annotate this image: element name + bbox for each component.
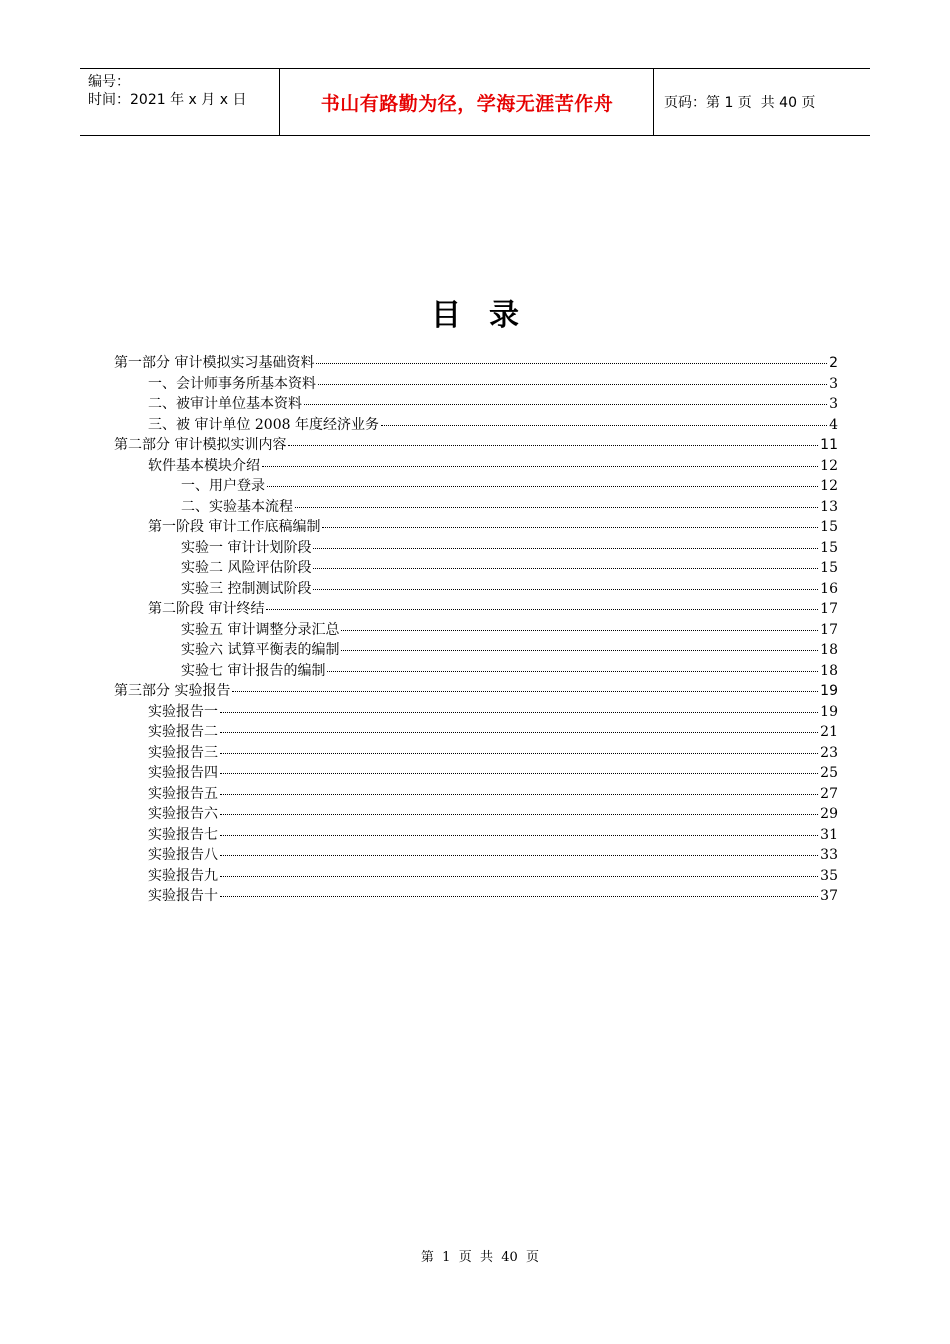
toc-leader-dots [232,691,818,692]
toc-entry[interactable] [114,702,838,723]
toc-leader-dots [313,568,818,569]
toc-page-number: 29 [820,806,838,822]
toc-entry[interactable] [114,825,838,846]
toc-entry-text: 实验三 控制测试阶段 [181,580,312,597]
header-meta [80,69,280,135]
toc-page-number: 11 [820,437,838,453]
toc-entry[interactable] [114,804,838,825]
toc-entry-text: 实验报告四 [148,765,218,781]
toc-entry[interactable] [114,435,838,456]
toc-entry[interactable] [114,743,838,764]
toc-leader-dots [322,527,818,528]
toc-leader-dots [313,589,818,590]
toc-entry[interactable] [114,353,838,374]
toc-entry-text: 实验报告八 [148,847,218,863]
toc-entry-text: 第二阶段 审计终结 [148,601,265,617]
toc-page-number: 16 [820,580,838,597]
toc-page-number: 15 [820,519,838,535]
toc-entry-text: 实验报告三 [148,744,218,761]
toc-page-number: 15 [820,560,838,576]
toc-entry-text: 实验七 审计报告的编制 [181,662,326,679]
toc-page-number: 19 [820,683,838,699]
toc-entry[interactable] [114,640,838,661]
toc-page-number: 12 [820,457,838,474]
toc-leader-dots [220,855,818,856]
toc-entry[interactable] [114,476,838,497]
toc-page-number: 4 [829,416,838,433]
document-date: 时间：2021 年 x 月 x 日 [88,92,247,108]
toc-leader-dots [220,814,818,815]
toc-leader-dots [262,466,818,467]
toc-title: 目录 [431,298,547,333]
toc-page-number: 35 [820,867,838,884]
toc-entry[interactable] [114,456,838,477]
toc-page-number: 23 [820,744,838,761]
toc-entry-text: 第一部分 审计模拟实习基础资料 [114,355,315,371]
toc-entry[interactable] [114,681,838,702]
toc-page-number: 25 [820,765,838,781]
toc-page-number: 3 [829,375,838,392]
toc-entry[interactable] [114,886,838,907]
toc-entry-text: 实验六 试算平衡表的编制 [181,642,340,658]
toc-entry-text: 实验一 审计计划阶段 [181,539,312,556]
toc-entry[interactable] [114,620,838,641]
toc-entry-text: 实验报告六 [148,806,218,822]
toc-page-number: 19 [820,703,838,720]
toc-page-number: 33 [820,847,838,863]
toc-leader-dots [327,671,818,672]
toc-page-number: 21 [820,724,838,740]
toc-entry[interactable] [114,866,838,887]
toc-leader-dots [220,732,818,733]
toc-entry[interactable] [114,579,838,600]
toc-entry-text: 实验报告七 [148,826,218,843]
toc-entry[interactable] [114,784,838,805]
toc-leader-dots [341,630,818,631]
toc-entry-text: 第一阶段 审计工作底稿编制 [148,519,321,535]
toc-entry[interactable] [114,661,838,682]
toc-entry[interactable] [114,558,838,579]
toc-page-number: 12 [820,478,838,494]
toc-entry-text: 三、被 审计单位 2008 年度经济业务 [148,416,379,433]
toc-leader-dots [220,876,818,877]
toc-page-number: 17 [820,601,838,617]
toc-page-number: 27 [820,785,838,802]
toc-entry-text: 二、实验基本流程 [181,498,293,515]
toc-page-number: 2 [829,355,838,371]
header-page-info: 页码：第 1 页 共 40 页 [664,95,816,111]
toc-leader-dots [220,794,818,795]
toc-leader-dots [316,363,827,364]
toc-leader-dots [313,548,818,549]
toc-leader-dots [220,712,818,713]
toc-page-number: 18 [820,642,838,658]
toc-entry-text: 一、用户登录 [181,478,265,494]
toc-entry[interactable] [114,599,838,620]
toc-entry-text: 实验报告二 [148,724,218,740]
toc-page-number: 37 [820,888,838,904]
toc-page-number: 17 [820,621,838,638]
page-header [80,68,870,136]
toc-leader-dots [220,753,818,754]
toc-leader-dots [288,445,818,446]
toc-leader-dots [220,896,818,897]
toc-entry-text: 实验二 风险评估阶段 [181,560,312,576]
toc-leader-dots [304,404,827,405]
toc-leader-dots [381,425,827,426]
toc-entry-text: 第二部分 审计模拟实训内容 [114,437,287,453]
toc-entry[interactable] [114,538,838,559]
table-of-contents [114,353,838,907]
toc-leader-dots [341,650,818,651]
toc-leader-dots [318,384,827,385]
toc-entry-text: 实验报告十 [148,888,218,904]
toc-entry[interactable] [114,394,838,415]
header-motto: 书山有路勤为径，学海无涯苦作舟 [281,69,654,135]
toc-leader-dots [295,507,818,508]
document-number-label: 编号： [88,74,130,90]
toc-entry[interactable] [114,763,838,784]
toc-entry[interactable] [114,415,838,436]
toc-entry-text: 实验五 审计调整分录汇总 [181,621,340,638]
toc-page-number: 13 [820,498,838,515]
toc-entry-text: 实验报告一 [148,703,218,720]
toc-entry[interactable] [114,497,838,518]
toc-leader-dots [220,773,818,774]
toc-entry[interactable] [114,517,838,538]
toc-page-number: 31 [820,826,838,843]
toc-entry-text: 实验报告九 [148,867,218,884]
toc-entry-text: 第三部分 实验报告 [114,683,231,699]
toc-entry[interactable] [114,374,838,395]
toc-leader-dots [266,609,818,610]
toc-leader-dots [220,835,818,836]
toc-entry-text: 二、被审计单位基本资料 [148,396,302,412]
toc-entry-text: 软件基本模块介绍 [148,457,260,474]
toc-page-number: 18 [820,662,838,679]
toc-entry-text: 实验报告五 [148,785,218,802]
toc-entry-text: 一、会计师事务所基本资料 [148,375,316,392]
toc-entry[interactable] [114,845,838,866]
toc-page-number: 15 [820,539,838,556]
page-footer: 第 1 页 共 40 页 [420,1250,540,1265]
toc-entry[interactable] [114,722,838,743]
toc-page-number: 3 [829,396,838,412]
toc-leader-dots [267,486,818,487]
